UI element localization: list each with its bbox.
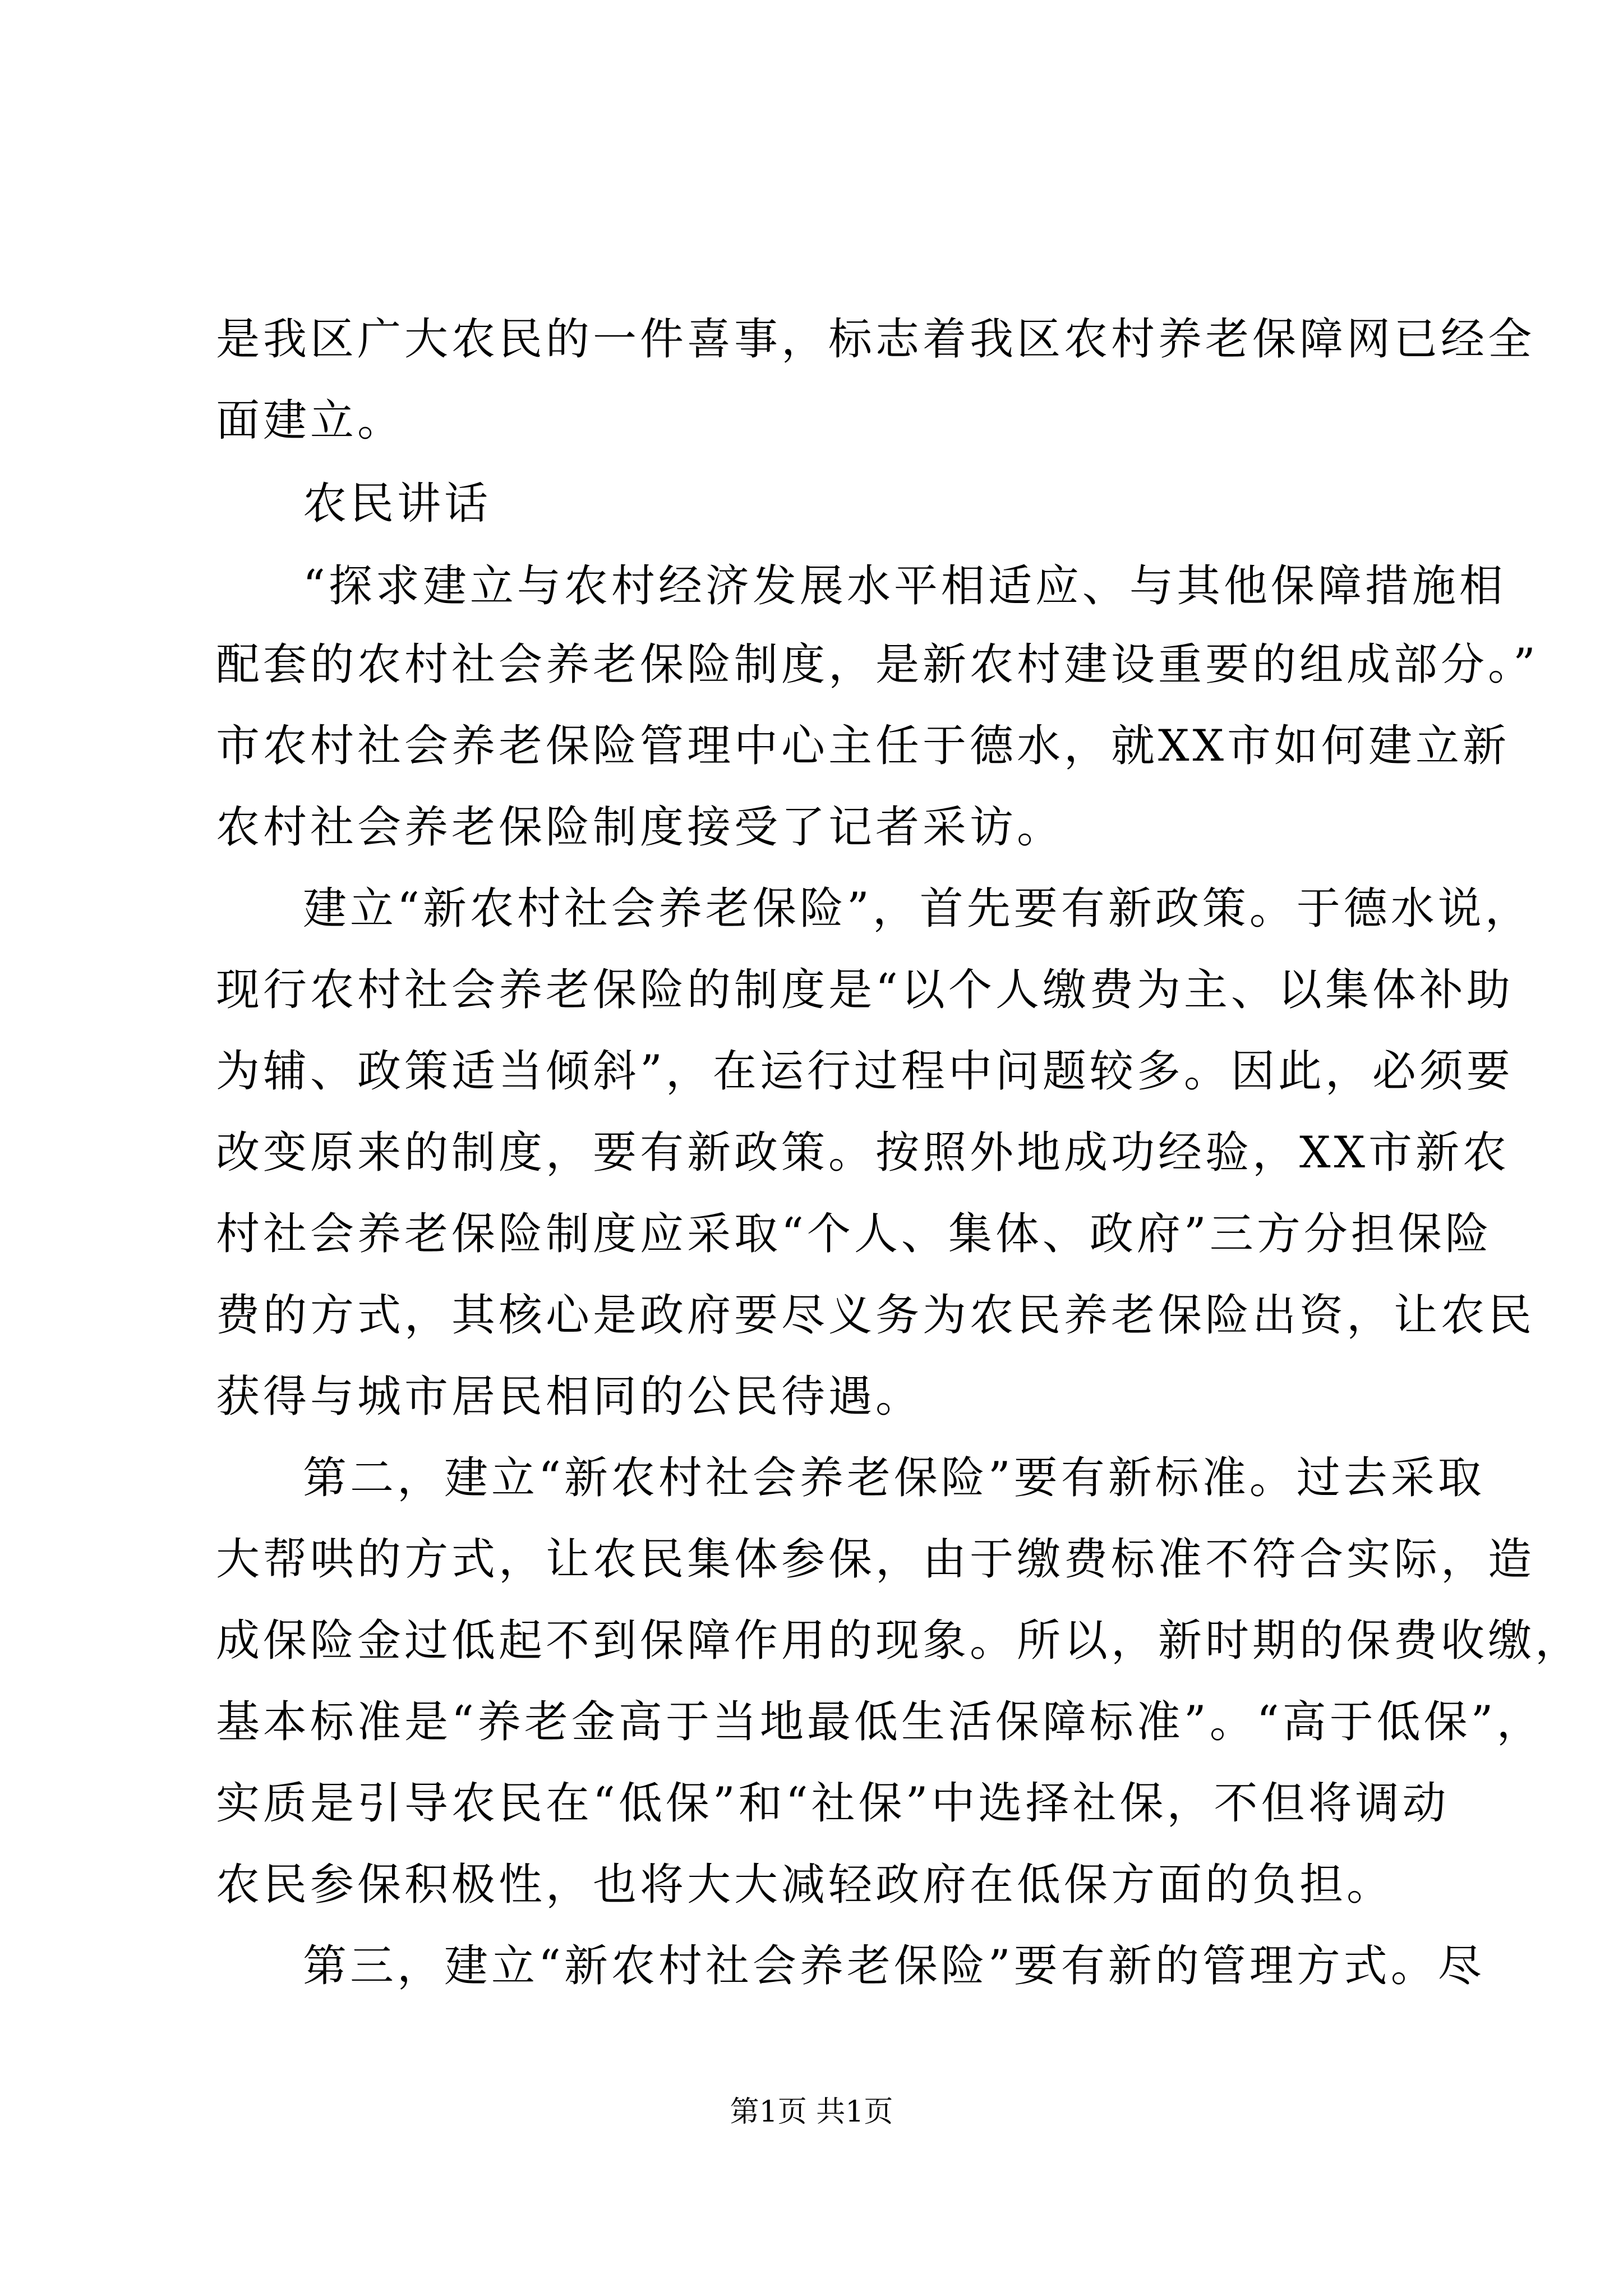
text-line: 现行农村社会养老保险的制度是“以个人缴费为主、以集体补助 [216, 965, 1514, 1015]
text-line: 基本标准是“养老金高于当地最低生活保障标准”。“高于低保”， [216, 1697, 1544, 1747]
text-line: 实质是引导农民在“低保”和“社保”中选择社保，不但将调动 [216, 1778, 1450, 1829]
text-line: 改变原来的制度，要有新政策。按照外地成功经验，XX市新农 [216, 1128, 1510, 1178]
text-line: 配套的农村社会养老保险制度，是新农村建设重要的组成部分。” [216, 639, 1539, 690]
text-line: 获得与城市居民相同的公民待遇。 [216, 1372, 923, 1422]
text-line: 市农村社会养老保险管理中心主任于德水，就XX市如何建立新 [216, 721, 1510, 771]
page-footer: 第1页 共1页 [730, 2095, 893, 2129]
text-line: “探求建立与农村经济发展水平相适应、与其他保障措施相 [303, 561, 1506, 611]
text-line: 农村社会养老保险制度接受了记者采访。 [216, 802, 1064, 853]
text-line: 面建立。 [216, 395, 405, 446]
text-line: 大帮哄的方式，让农民集体参保，由于缴费标准不符合实际，造 [216, 1534, 1536, 1585]
text-line: 费的方式，其核心是政府要尽义务为农民养老保险出资，让农民 [216, 1290, 1536, 1341]
text-line: 第三，建立“新农村社会养老保险”要有新的管理方式。尽 [303, 1941, 1485, 1991]
text-line: 农民参保积极性，也将大大减轻政府在低保方面的负担。 [216, 1860, 1394, 1910]
text-line: 村社会养老保险制度应采取“个人、集体、政府”三方分担保险 [216, 1209, 1492, 1259]
text-line: 是我区广大农民的一件喜事，标志着我区农村养老保障网已经全 [216, 314, 1536, 365]
text-line: 为辅、政策适当倾斜”，在运行过程中问题较多。因此，必须要 [216, 1046, 1514, 1097]
text-line: 成保险金过低起不到保障作用的现象。所以，新时期的保费收缴， [216, 1616, 1583, 1666]
section-heading: 农民讲话 [303, 478, 492, 529]
text-line: 第二，建立“新农村社会养老保险”要有新标准。过去采取 [303, 1453, 1485, 1503]
text-line: 建立“新农村社会养老保险”，首先要有新政策。于德水说， [303, 884, 1532, 934]
